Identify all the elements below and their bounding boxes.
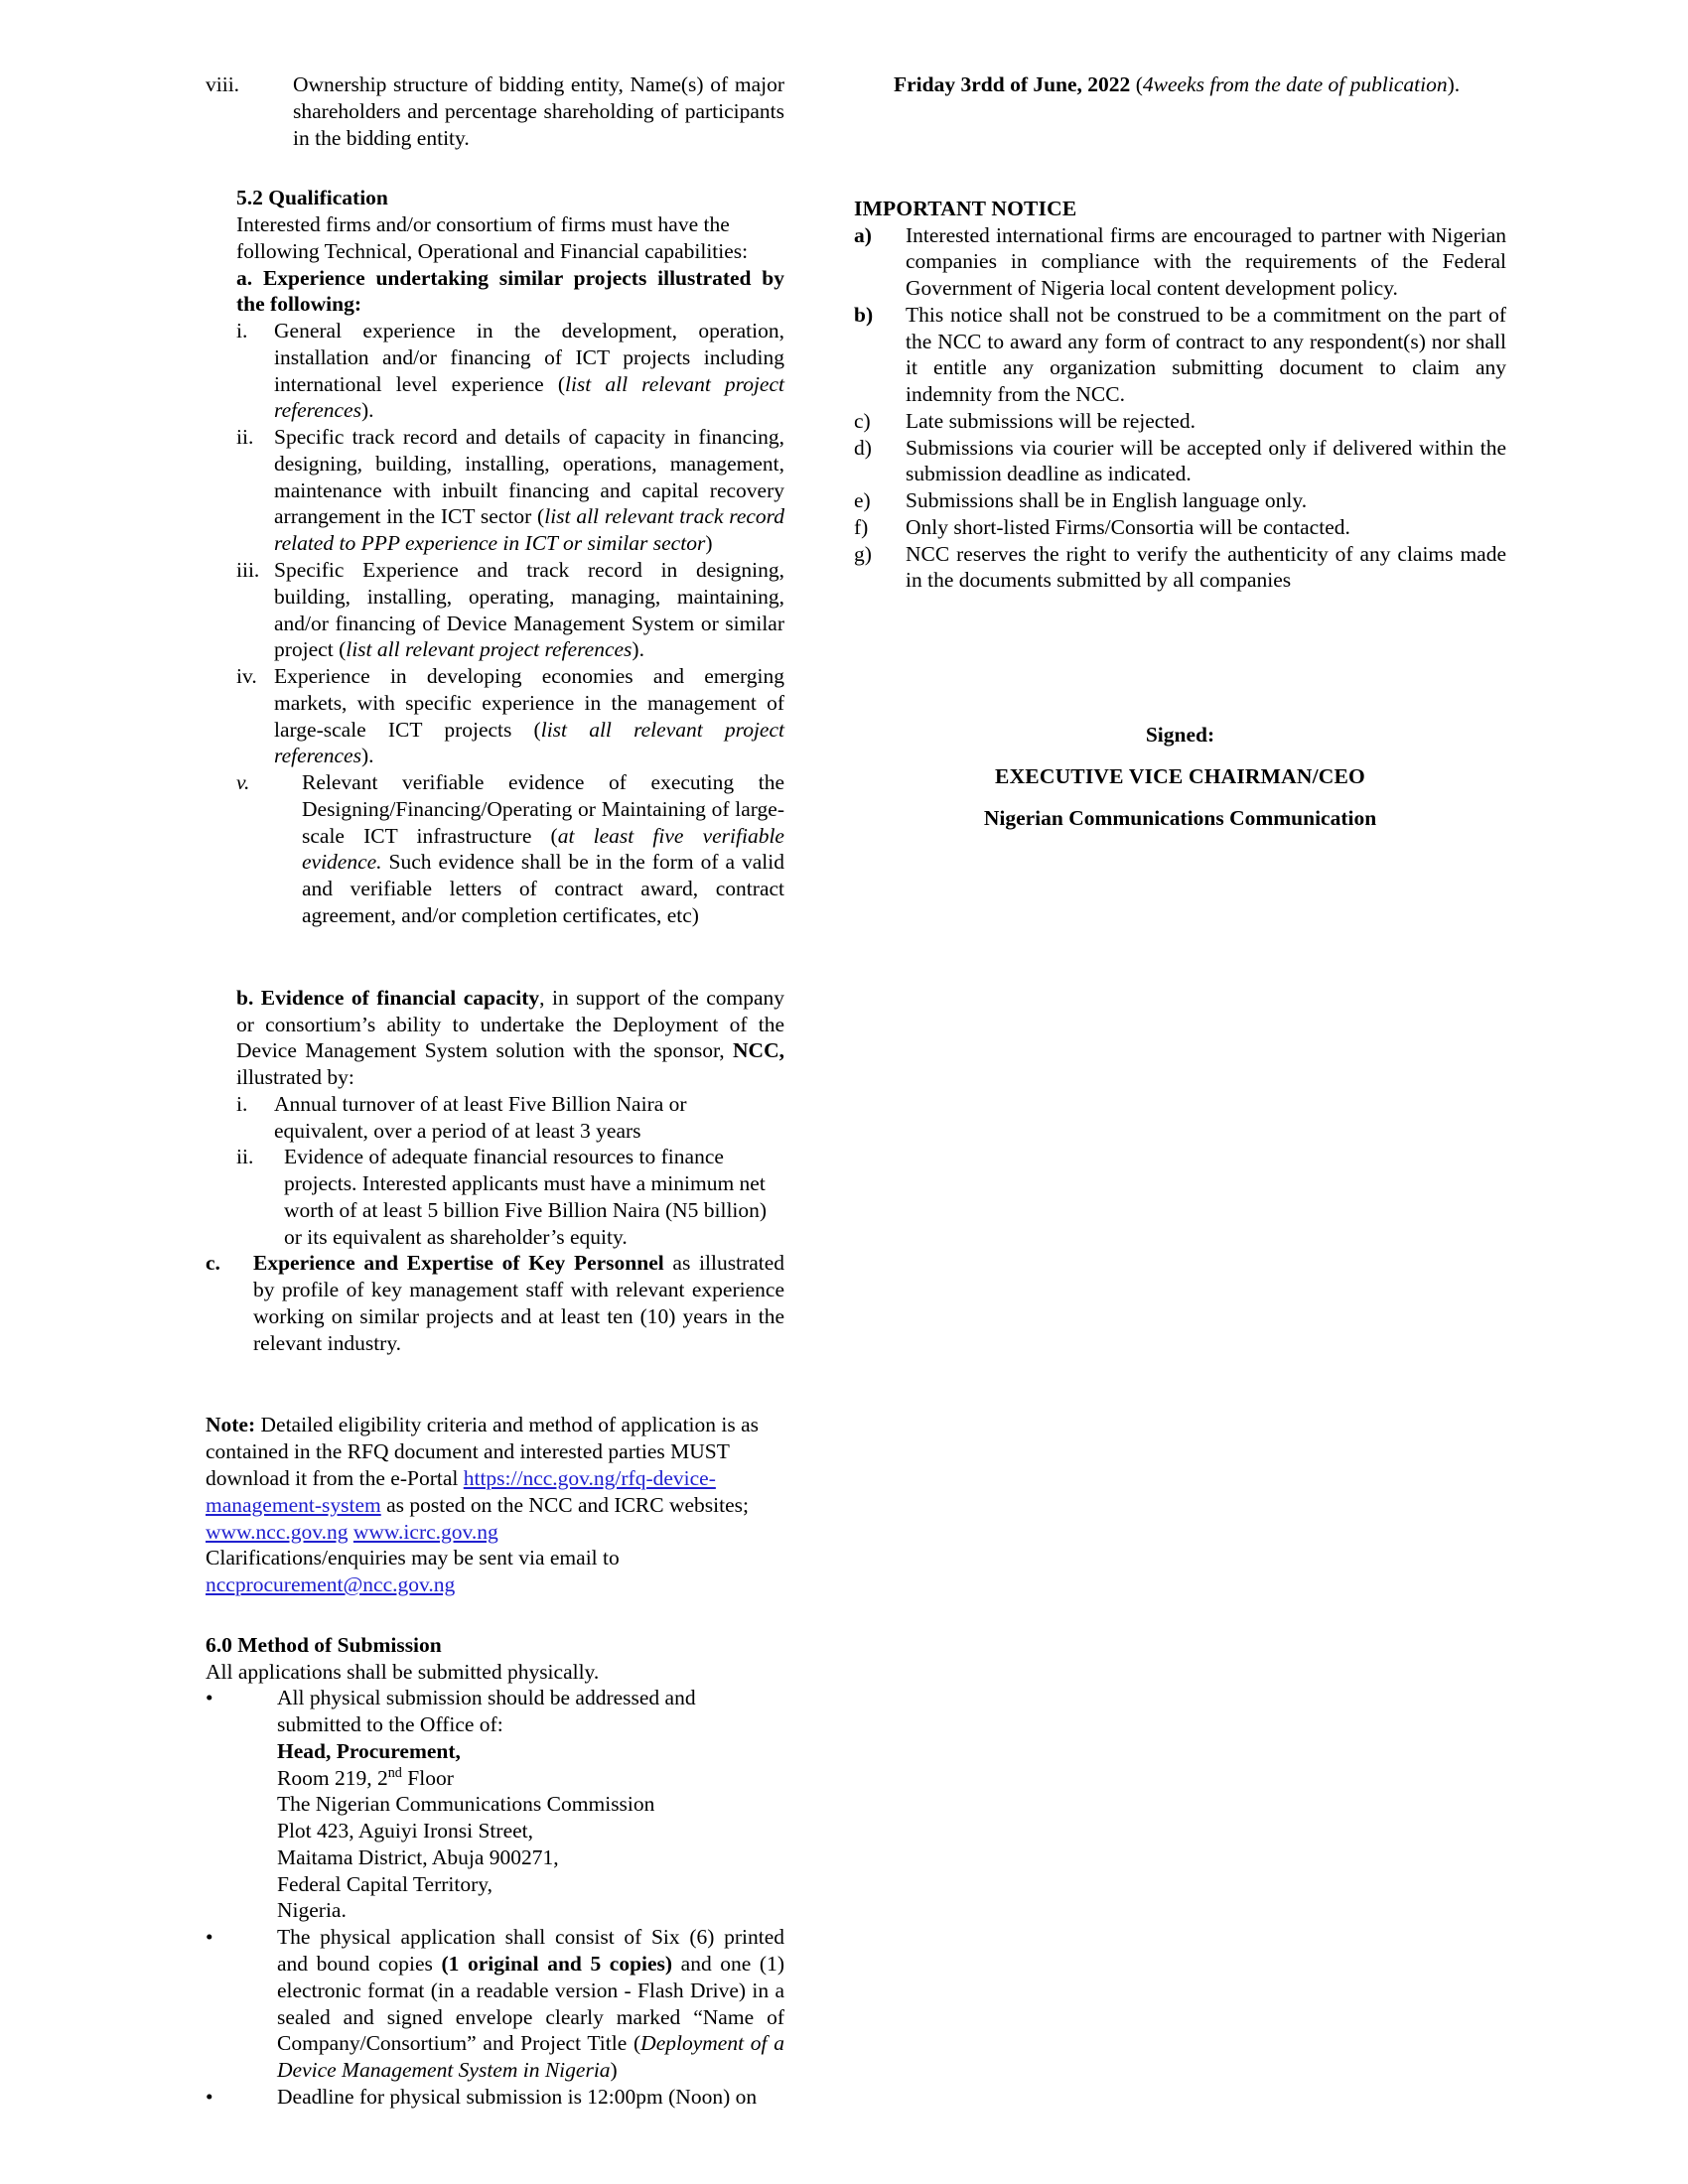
section-60 xyxy=(206,1632,784,2111)
list-item-text-tail: ). xyxy=(632,637,644,662)
list-marker: iv. xyxy=(236,664,257,689)
section-52-heading: 5.2 Qualification xyxy=(236,186,388,210)
bullet-2-italic: Deployment of a Device Management System in Nigeria xyxy=(277,2031,784,2083)
spacer xyxy=(854,594,1506,715)
spacer xyxy=(206,1598,784,1632)
spacer xyxy=(206,151,784,185)
list-marker: f) xyxy=(854,514,869,539)
submission-bullet-3 xyxy=(206,2084,784,2111)
note-text-2: as posted on the NCC and ICRC websites; xyxy=(380,1492,749,1517)
list-marker: e) xyxy=(854,488,871,513)
note-text-1: Detailed eligibility criteria and method of application is as contained in the RFQ document and interested parties MUST download it from the e-Portal xyxy=(206,1413,760,1490)
address-line-territory: Federal Capital Territory, xyxy=(277,1871,493,1896)
list-marker: c. xyxy=(206,1251,220,1276)
list-item-text: Submissions via courier will be accepted only if delivered within the submission deadline as indicated. xyxy=(906,435,1506,486)
sub-b-text-1: , in support of the company or consortium’s ability to undertake the Deployment of the Device Management System solution with the sponsor, xyxy=(236,985,784,1063)
list-item-text-lead: Relevant verifiable evidence of executing the Designing/Financing/Operating or Maintaining of large-scale ICT infrastructure ( xyxy=(302,770,784,848)
list-item-text: Annual turnover of at least Five Billion Naira or equivalent, over a period of at least 3 years xyxy=(274,1091,687,1143)
notice-item-a xyxy=(854,222,1506,302)
list-item-text-italic: at least five verifiable evidence. xyxy=(302,823,784,875)
address-line-street: Plot 423, Aguiyi Ironsi Street, xyxy=(277,1819,533,1843)
ncc-website-link[interactable]: www.ncc.gov.ng xyxy=(206,1519,349,1544)
bullet-2-mid: and one (1) electronic format (in a readable version - Flash Drive) in a sealed and signed envelope clearly marked “Name of Company/Consortium” and Project Title ( xyxy=(277,1952,784,2056)
deadline-date: Friday 3rdd of June, 2022 xyxy=(894,72,1131,96)
list-item-text-italic: list all relevant project references xyxy=(346,637,633,662)
list-item-text: Evidence of adequate financial resources to finance projects. Interested applicants must have a minimum net worth of at least 5 billion Five Billion Naira (N5 billion) or its equivalent as shareholder’s equity. xyxy=(284,1145,768,1249)
section-60-intro: All applications shall be submitted physically. xyxy=(206,1659,600,1684)
list-item-viii xyxy=(206,71,784,151)
section-52-sub-b xyxy=(206,985,784,1251)
list-item-text: All physical submission should be addressed and submitted to the Office of: xyxy=(277,1686,696,1737)
address-line-district: Maitama District, Abuja 900271, xyxy=(277,1844,559,1869)
list-item-text xyxy=(274,557,784,663)
important-notice-block xyxy=(854,196,1506,594)
note-label: Note: xyxy=(206,1413,256,1437)
list-marker: i. xyxy=(236,319,248,343)
list-marker: ii. xyxy=(236,1145,254,1169)
signatory-organization: Nigerian Communications Communication xyxy=(983,806,1377,831)
sub-b-item-ii xyxy=(236,1144,784,1250)
spacer xyxy=(206,1356,784,1412)
deadline-date-line xyxy=(854,71,1506,98)
notice-item-b xyxy=(854,302,1506,408)
list-item-text-tail: ). xyxy=(360,744,374,768)
list-item-text xyxy=(274,318,784,424)
list-item-text: Submissions shall be in English language only. xyxy=(906,488,1308,513)
list-item-text xyxy=(274,663,784,769)
list-item-text-tail: ). xyxy=(360,398,374,423)
left-column xyxy=(206,71,784,2111)
list-item-text-tail: Such evidence shall be in the form of a valid and verifiable letters of contract award, contract agreement, and/or completion certificates, etc) xyxy=(302,850,784,927)
spacer xyxy=(206,929,784,985)
sub-b-bold-lead: b. Evidence of financial capacity xyxy=(236,985,540,1010)
bullet-icon: • xyxy=(206,1686,213,1710)
list-item-text-lead: Experience in developing economies and emerging markets, with specific experience in the management of large-scale ICT projects ( xyxy=(274,664,784,742)
list-item-text xyxy=(277,1924,784,2084)
notice-item-g xyxy=(854,541,1506,595)
important-notice-heading: IMPORTANT NOTICE xyxy=(854,196,1077,220)
list-marker: iii. xyxy=(236,558,260,583)
address-room-post: Floor xyxy=(401,1765,454,1790)
list-item-text: Deadline for physical submission is 12:00pm (Noon) on xyxy=(277,2084,758,2109)
list-item-text: This notice shall not be construed to be a commitment on the part of the NCC to award any form of contract to any respondent(s) nor shall it entitle any organization submitting document to claim any indemnity from the NCC. xyxy=(906,302,1506,407)
address-line-head: Head, Procurement, xyxy=(277,1738,461,1763)
list-marker: v. xyxy=(236,770,250,795)
bullet-icon: • xyxy=(206,2084,213,2109)
submission-bullet-1 xyxy=(206,1685,784,1738)
list-marker: b) xyxy=(854,302,874,327)
list-marker: c) xyxy=(854,408,871,433)
list-item-text: NCC reserves the right to verify the authenticity of any claims made in the documents submitted by all companies xyxy=(906,541,1506,593)
notice-item-c xyxy=(854,408,1506,435)
address-room-pre: Room 219, 2 xyxy=(277,1765,388,1790)
signed-label: Signed: xyxy=(1145,723,1215,748)
submission-bullet-2 xyxy=(206,1924,784,2084)
list-item-text xyxy=(302,769,784,929)
list-item-text: Interested international firms are encouraged to partner with Nigerian companies in compliance with the requirements of the Federal Government of Nigeria local content development policy. xyxy=(906,222,1506,301)
section-52-intro: Interested firms and/or consortium of firms must have the following Technical, Operational and Financial capabilities: xyxy=(236,212,749,263)
section-52-sub-a-heading: a. Experience undertaking similar projects illustrated by the following: xyxy=(236,265,784,317)
signatory-title: EXECUTIVE VICE CHAIRMAN/CEO xyxy=(995,764,1365,789)
notice-item-d xyxy=(854,435,1506,488)
list-marker: viii. xyxy=(206,72,240,96)
list-item-ii xyxy=(236,424,784,557)
note-text-3: Clarifications/enquiries may be sent via email to xyxy=(206,1546,620,1570)
procurement-email-link[interactable]: nccprocurement@ncc.gov.ng xyxy=(206,1572,456,1597)
list-marker: i. xyxy=(236,1091,248,1116)
right-column xyxy=(854,71,1506,840)
qualification-roman-list xyxy=(206,318,784,929)
submission-address xyxy=(206,1738,784,1924)
section-60-heading: 6.0 Method of Submission xyxy=(206,1632,442,1657)
list-item-text-lead: General experience in the development, operation, installation and/or financing of ICT projects including international level experience ( xyxy=(274,319,784,396)
bullet-icon: • xyxy=(206,1925,213,1950)
list-item-text-italic: list all relevant track record related to PPP experience in ICT or similar sector xyxy=(274,504,785,556)
bullet-2-bold: (1 original and 5 copies) xyxy=(441,1952,673,1976)
deadline-paren-close: ). xyxy=(1447,72,1461,96)
list-item-text: Only short-listed Firms/Consortia will be contacted. xyxy=(906,514,1350,539)
section-52 xyxy=(206,185,784,318)
sub-c-bold-lead: Experience and Expertise of Key Personnel xyxy=(253,1251,664,1276)
signature-block xyxy=(854,715,1506,840)
list-item-v xyxy=(236,769,784,929)
list-item-text-tail: ) xyxy=(705,531,713,556)
address-line-room xyxy=(277,1765,784,1792)
deadline-paren-open: ( xyxy=(1130,72,1143,96)
list-item-text-italic: list all relevant project references xyxy=(274,371,784,423)
list-marker: g) xyxy=(854,541,872,566)
sub-b-text-2: illustrated by: xyxy=(236,1065,354,1090)
sub-b-ncc: NCC, xyxy=(733,1038,784,1063)
section-52-sub-c xyxy=(206,1250,784,1356)
spacer xyxy=(854,98,1506,196)
list-item-text-lead: Specific track record and details of capacity in financing, designing, building, installing, operations, management, maintenance with inbuilt financing and capital recovery arrangement in the ICT sector ( xyxy=(274,425,784,529)
icrc-website-link[interactable]: www.icrc.gov.ng xyxy=(352,1519,498,1544)
list-item-text: Late submissions will be rejected. xyxy=(906,408,1196,433)
bullet-2-lead: The physical application shall consist of Six (6) printed and bound copies xyxy=(277,1925,784,1976)
note-block xyxy=(206,1412,784,1597)
sub-b-item-i xyxy=(236,1091,784,1145)
list-item-text: Ownership structure of bidding entity, Name(s) of major shareholders and percentage shareholding of participants in the bidding entity. xyxy=(293,72,784,150)
list-marker: ii. xyxy=(236,425,254,450)
list-item-text xyxy=(274,424,784,557)
address-line-country: Nigeria. xyxy=(277,1898,347,1923)
list-item-i xyxy=(236,318,784,424)
address-room-ordinal: nd xyxy=(387,1764,402,1781)
sub-b-paragraph xyxy=(236,985,784,1091)
address-line-org: The Nigerian Communications Commission xyxy=(277,1792,655,1817)
list-marker: a) xyxy=(854,222,872,247)
list-item-iv xyxy=(236,663,784,769)
deadline-note: 4weeks from the date of publication xyxy=(1142,72,1448,96)
list-marker: d) xyxy=(854,435,872,460)
list-item-text-lead: Specific Experience and track record in designing, building, installing, operating, managing, maintaining, and/or financing of Device Management System or similar project ( xyxy=(274,558,784,662)
bullet-2-tail: ) xyxy=(610,2058,618,2083)
note-paragraph xyxy=(206,1412,784,1597)
rfq-portal-link[interactable]: https://ncc.gov.ng/rfq-device-management-system xyxy=(206,1465,716,1517)
sub-c-text: as illustrated by profile of key management staff with relevant experience working on similar projects and at least ten (10) years in the relevant industry. xyxy=(253,1251,785,1355)
notice-item-f xyxy=(854,514,1506,541)
list-item-text-italic: list all relevant project references xyxy=(274,717,784,768)
list-item-iii xyxy=(236,557,784,663)
list-item-text xyxy=(253,1250,784,1356)
notice-item-e xyxy=(854,487,1506,514)
